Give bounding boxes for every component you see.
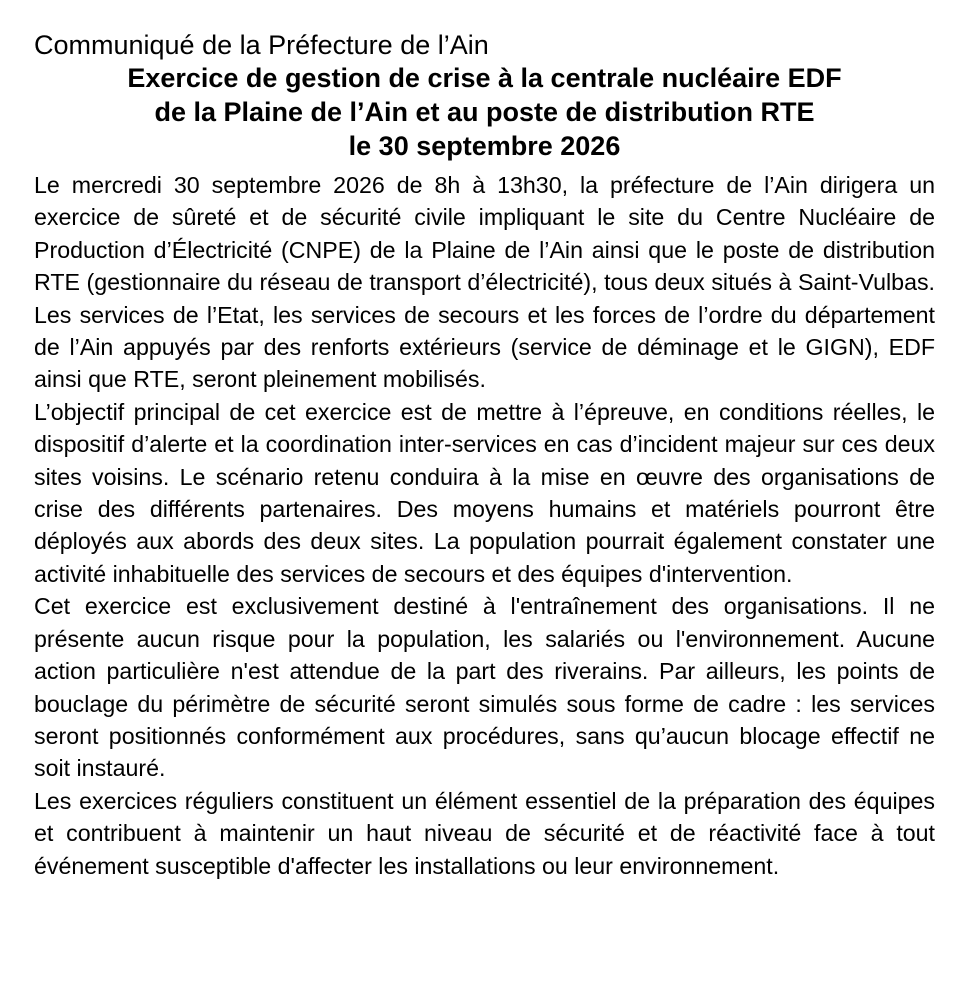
title-line: Exercice de gestion de crise à la centrale nucléaire EDF bbox=[127, 63, 842, 93]
document-header: Communiqué de la Préfecture de l’Ain bbox=[34, 30, 489, 60]
title-line: le 30 septembre 2026 bbox=[348, 131, 621, 161]
body-paragraph: Cet exercice est exclusivement destiné à l'entraînement des organisations. Il ne présente aucun risque pour la population, les salariés ou l'environnement. Aucune action particulière n'est attendue de la part des riverains. Par ailleurs, les points de bouclage du périmètre de sécurité seront simulés sous forme de cadre : les services seront positionnés conformément aux procédures, sans qu’aucun blocage effectif ne soit instauré. bbox=[34, 593, 935, 782]
document-title bbox=[34, 61, 935, 163]
body-paragraph: Le mercredi 30 septembre 2026 de 8h à 13h30, la préfecture de l’Ain dirigera un exercice de sûreté et de sécurité civile impliquant le site du Centre Nucléaire de Production d’Électricité (CNPE) de la Plaine de l’Ain ainsi que le poste de distribution RTE (gestionnaire du réseau de transport d’électricité), tous deux situés à Saint-Vulbas. Les services de l’Etat, les services de secours et les forces de l’ordre du département de l’Ain appuyés par des renforts extérieurs (service de déminage et le GIGN), EDF ainsi que RTE, seront pleinement mobilisés. bbox=[34, 172, 935, 393]
body-paragraph: Les exercices réguliers constituent un élément essentiel de la préparation des équipes et contribuent à maintenir un haut niveau de sécurité et de réactivité face à tout événement susceptible d'affecter les installations ou leur environnement. bbox=[34, 787, 935, 879]
title-line: de la Plaine de l’Ain et au poste de distribution RTE bbox=[154, 97, 815, 127]
body-paragraph: L’objectif principal de cet exercice est de mettre à l’épreuve, en conditions réelles, le dispositif d’alerte et la coordination inter-services en cas d’incident majeur sur ces deux sites voisins. Le scénario retenu conduira à la mise en œuvre des organisations de crise des différents partenaires. Des moyens humains et matériels pourront être déployés aux abords des deux sites. La population pourrait également constater une activité inhabituelle des services de secours et des équipes d'intervention. bbox=[34, 398, 935, 587]
